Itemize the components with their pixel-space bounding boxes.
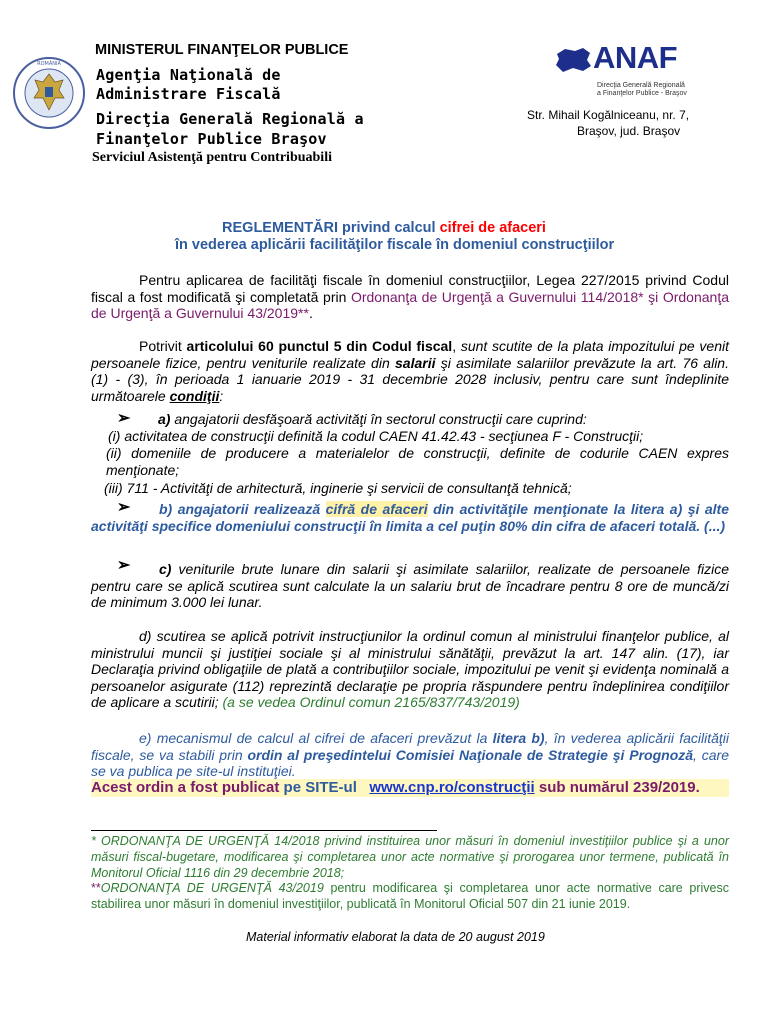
anaf-logo-subtitle	[597, 82, 687, 98]
article-colon: :	[219, 387, 224, 404]
condition-e	[91, 730, 729, 780]
service-name: Serviciul Asistenţă pentru Contribuabili	[92, 150, 332, 165]
footnote-1: * ORDONANŢA DE URGENŢĂ 14/2018 privind instituirea unor măsuri în domeniul investiţiilor publice şi a unor măsuri fiscal-bugetare, modificarea şi completarea unor acte normative şi prorogarea unor termene, publicată în Monitorul Oficial 1116 din 29 decembrie 2018;	[91, 834, 729, 880]
condition-a-iii: (iii) 711 - Activităţi de arhitectură, inginerie şi servicii de consultanţă tehnică;	[104, 480, 572, 496]
agency-line-1: Agenţia Naţională de	[96, 66, 281, 84]
intro-end: .	[308, 305, 313, 321]
condition-e-commission: ordin al preşedintelui Comisiei Naţionale de Strategie şi Prognoză	[247, 746, 694, 763]
footnote-2-title: ORDONANŢA DE URGENŢĂ 43/2019	[100, 881, 324, 895]
condition-a-text: angajatorii desfăşoară activităţi în sectorul construcţii care cuprind:	[170, 411, 587, 427]
condition-e-text-a: e) mecanismul de calcul al cifrei de afaceri prevăzut la	[139, 730, 493, 746]
footnote-2-marker: **	[91, 881, 101, 895]
condition-b-highlight: cifră de afaceri	[325, 501, 428, 517]
anaf-sub-line-2: a Finanţelor Publice - Braşov	[597, 90, 687, 97]
condition-b-text-c: din activităţile menţionate la litera a) şi alte activităţi specifice domeniului construcţii în limita a cel puţin 80% din cifra de afaceri totală. (...)	[91, 501, 729, 534]
bullet-arrow-icon: ➢	[117, 499, 131, 516]
footnote-2	[91, 880, 729, 912]
condition-a-label: a)	[158, 411, 171, 427]
ministry-seal-icon	[12, 56, 86, 130]
publication-notice	[91, 779, 729, 797]
article-salarii: salarii	[395, 354, 436, 371]
footer-note: Material informativ elaborat la data de 20 august 2019	[246, 930, 545, 944]
condition-e-letter-ref: litera b)	[492, 730, 545, 746]
footnote-2-text: pentru modificarea şi completarea unor acte normative care privesc stabilirea unor măsuri în domeniul investiţiilor, publicată în Monitorul Oficial 507 din 21 iunie 2019.	[91, 881, 730, 911]
article-reference: articolului 60 punctul 5 din Codul fiscal	[186, 338, 453, 354]
condition-c-label: c)	[159, 561, 172, 577]
paragraph-article	[91, 338, 729, 404]
address-city: Braşov, jud. Braşov	[577, 124, 681, 138]
publication-text-b: pe SITE-ul	[283, 779, 357, 796]
condition-b-text-a: b) angajatorii realizează	[159, 501, 326, 517]
condition-c-text: veniturile brute lunare din salarii şi asimilate salariilor, realizate de persoanele fizice pentru care se aplică scutirea sunt calculate la un salariu brut de încadrare pentru 8 ore de muncă/zi de minimum 3.000 lei lunar.	[91, 561, 729, 610]
condition-e-text-e: , care se va publica pe site-ul instituţiei.	[91, 746, 729, 779]
footnote-divider	[91, 830, 437, 831]
title-highlight: cifrei de afaceri	[439, 220, 546, 236]
agency-line-2: Administrare Fiscală	[96, 85, 281, 103]
directorate-line-2: Finanţelor Publice Braşov	[96, 130, 327, 148]
document-title-line-1	[0, 220, 768, 236]
bullet-arrow-icon: ➢	[117, 557, 131, 574]
condition-a-i: (i) activitatea de construcţii definită la codul CAEN 41.42.43 - secţiunea F - Construcţii;	[108, 428, 644, 444]
cnp-link[interactable]: www.cnp.ro/construcţii	[369, 779, 535, 796]
anaf-sub-line-1: Direcţia Generală Regională	[597, 82, 685, 89]
title-text: REGLEMENTĂRI privind calcul	[222, 220, 440, 236]
article-text-d: sunt scutite de la plata impozitului pe venit persoanele fizice, pentru veniturile realizate din	[91, 338, 729, 371]
ministry-name: MINISTERUL FINANŢELOR PUBLICE	[95, 42, 349, 58]
seal-country-text: ROMÂNIA	[37, 61, 61, 67]
article-text-c: ,	[452, 338, 461, 354]
directorate-line-1: Direcţia Generală Regională a	[96, 110, 364, 128]
address-street: Str. Mihail Kogălniceanu, nr. 7,	[527, 108, 690, 122]
condition-e-text-c: , în vederea aplicării facilităţii fiscale, se va stabili prin	[91, 730, 729, 763]
condition-c	[91, 561, 729, 611]
directorate-name	[96, 109, 364, 149]
condition-b	[91, 501, 729, 534]
condition-d-reference: (a se vedea Ordinul comun 2165/837/743/2019)	[222, 694, 520, 710]
condition-a	[158, 411, 587, 428]
paragraph-intro	[91, 272, 729, 322]
ordinance-references: Ordonanţa de Urgenţă a Guvernului 114/2018* şi Ordonanţa de Urgenţă a Guvernului 43/2019**	[91, 288, 729, 321]
intro-text: Pentru aplicarea de facilităţi fiscale în domeniul construcţiilor, Legea 227/2015 privind Codul fiscal a fost modificată şi completată prin	[91, 272, 729, 305]
document-title-line-2: în vederea aplicării facilităţilor fiscale în domeniul construcţiilor	[175, 237, 615, 253]
anaf-map-icon	[553, 46, 593, 74]
article-text-f: şi asimilate salariilor prevăzute la art. 76 alin. (1) - (3), în perioada 1 ianuarie 2019 - 31 decembrie 2028 inclusiv, pentru care sunt îndeplinite următoarele	[91, 354, 729, 404]
article-text-a: Potrivit	[139, 338, 187, 354]
anaf-logo-text: ANAF	[593, 40, 678, 75]
publication-number: sub numărul 239/2019.	[534, 779, 700, 796]
publication-text-a: Acest ordin a fost publicat	[91, 779, 284, 796]
condition-d-text: d) scutirea se aplică potrivit instrucţiunilor la ordinul comun al ministrului finanţelor publice, al ministrului muncii şi justiţiei sociale şi al ministrului sănătăţii, prevăzut la art. 147 alin. (17), iar Declaraţia privind obligaţiile de plată a contribuţiilor sociale, impozitului pe venit şi evidenţa nominală a persoanelor asigurate (112) reprezintă declaraţie pe propria răspundere pentru îndeplinirea condiţiilor de aplicare a scutirii;	[91, 628, 729, 710]
condition-a-ii: (ii) domeniile de producere a materialelor de construcţii, definite de codurile CAEN expres menţionate;	[106, 445, 729, 478]
condition-d	[91, 628, 729, 711]
bullet-arrow-icon: ➢	[117, 410, 131, 427]
agency-name	[96, 66, 281, 104]
article-conditii: condiţii	[169, 387, 220, 404]
